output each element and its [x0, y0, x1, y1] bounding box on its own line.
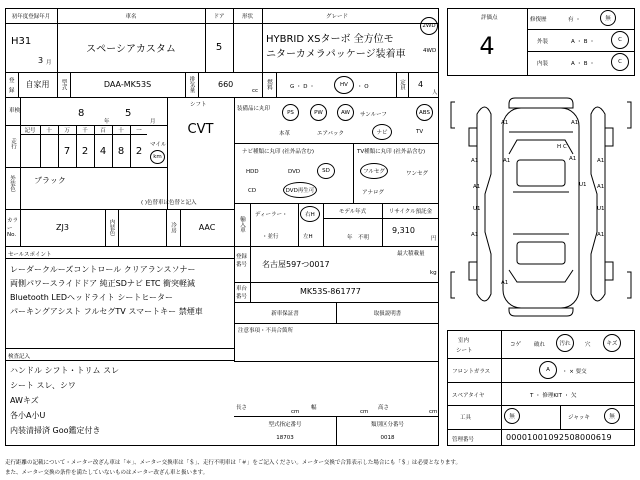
exterior-grade-label: 外装: [537, 39, 549, 45]
interior-c-circle: C: [611, 53, 629, 71]
equipment-label: 装備品に丸印: [237, 106, 271, 112]
equipment-item-2-circled: PW: [310, 104, 327, 121]
exterior-label: 外装色: [9, 175, 15, 192]
drive-4wd: 4WD: [423, 48, 437, 54]
divider: [234, 361, 439, 362]
tools-none-circle: 無: [504, 408, 520, 424]
tv-title: [357, 147, 425, 155]
sales-point-line: レーダークルーズコントロール クリアランスソナー: [10, 265, 196, 274]
fuel-hv-circle: HV: [334, 76, 354, 94]
recycle-label: リサイクル預託金: [388, 208, 433, 215]
equipment-item-5-circled: ABS: [416, 104, 433, 121]
mileage-digit: 4: [99, 145, 107, 157]
mileage-digit-header: 万: [64, 128, 70, 134]
damage-mark: A1: [473, 184, 481, 190]
footer-line-2: また、メーター交換の条件を満たしていないものはメーター改ざん車と扱います。: [5, 470, 209, 476]
model-year-label: モデル年式: [338, 208, 367, 215]
exterior-c-circle: C: [611, 31, 629, 49]
model-code: DAA-MK53S: [103, 80, 152, 89]
interior-grade-options: A ・ B ・: [571, 61, 595, 67]
divider: [40, 126, 41, 167]
notes-label: 注意事項・不具合箇所: [238, 328, 294, 334]
divider: [408, 72, 409, 97]
bracket-right-top: [627, 102, 631, 128]
navi-title-text: ナビ種類に丸印: [242, 149, 281, 155]
windshield-shape: [517, 160, 565, 186]
class-no-label: 類別区分番号: [370, 422, 404, 428]
bracket-left-bottom: [451, 272, 455, 298]
sales-point-line: Bluetooth LEDヘッドライト シートヒーター: [10, 293, 174, 302]
width-label: 幅: [311, 405, 317, 411]
mileage-label: 走行: [10, 138, 16, 149]
equipment-item2-2: エアバック: [317, 131, 345, 137]
tv-title-text: TV種類に丸印: [357, 149, 392, 155]
windshield-a-circle: A: [539, 361, 557, 379]
grade-label: グレード: [325, 13, 348, 20]
divider: [527, 8, 528, 76]
wheel-rl: [469, 262, 477, 280]
right-side-view: [591, 107, 605, 301]
tv-option-circled: フルセグ: [360, 163, 388, 179]
left-handle: 左H: [303, 234, 313, 240]
divider: [5, 167, 167, 168]
divider: [234, 323, 439, 324]
capacity-unit: 人: [432, 90, 438, 96]
shift-label: シフト: [190, 102, 207, 108]
registration-label: 登録番号: [236, 254, 248, 268]
score-value: 4: [479, 32, 495, 60]
rear-window-shape: [517, 242, 565, 264]
divider: [560, 405, 561, 429]
equipment-item-3-circled: AW: [337, 104, 354, 121]
navi-option: HDD: [246, 169, 259, 175]
inspection-label: 車検: [9, 108, 21, 114]
damage-mark: A1: [569, 156, 577, 162]
spare-label: スペアタイヤ: [452, 393, 485, 399]
width-unit: cm: [360, 409, 369, 415]
divider: [198, 72, 199, 97]
fuel-other: ・ O: [357, 84, 369, 90]
mileage-digit: 8: [117, 145, 125, 157]
windshield-rest: ・ × 要交: [562, 369, 587, 375]
navi-title-note: (社外品含む): [282, 149, 315, 155]
chassis-label: 車台番号: [236, 286, 248, 300]
divider: [447, 405, 635, 406]
inspector-note-line: シート スレ、シワ: [10, 381, 76, 390]
wheel-fr: [605, 128, 613, 146]
seat-option: 破れ: [534, 342, 546, 348]
equipment-item2-4: TV: [416, 129, 424, 135]
ac-label: 冷房: [170, 222, 176, 233]
import-parallel: ・並行: [262, 234, 279, 240]
divider: [5, 360, 234, 361]
divider: [5, 97, 439, 98]
damage-mark: U1: [579, 182, 587, 188]
front-bumper: [509, 98, 573, 108]
body-label: 形状: [241, 13, 253, 20]
wheel-fl: [469, 128, 477, 146]
interior-grade-label: 内装: [537, 61, 549, 67]
damage-mark: A1: [571, 120, 579, 126]
navi-option: CD: [248, 188, 257, 194]
mileage-digit-header: 一: [136, 128, 142, 134]
repair-none-circle: 無: [600, 10, 616, 26]
tv-title-note: (社外品含む): [393, 149, 426, 155]
displacement: 660: [218, 80, 234, 89]
damage-mark: A1: [471, 232, 479, 238]
length-label: 長さ: [236, 405, 248, 411]
sales-point-line: パーキングアシスト フルセグTV スマートキー 禁煙車: [10, 307, 203, 316]
capacity-label: 定員: [399, 79, 405, 90]
displacement-label: 排気量: [188, 76, 195, 93]
management-number: 00001001092508000619: [506, 433, 612, 442]
repair-label: 修復歴: [530, 17, 547, 23]
divider: [234, 246, 439, 247]
navi-option-circled: DVD再生可: [283, 182, 317, 198]
exterior-color: ブラック: [34, 176, 66, 185]
damage-mark: A1: [597, 232, 605, 238]
inspection-year: 8: [78, 108, 85, 119]
kind-label: 登: [9, 78, 15, 84]
mileage-digit-header: 千: [82, 128, 88, 134]
model-year-value: 年 不明: [347, 235, 370, 241]
footer-line-1: 走行距離の記載について・メーター改ざん車は「＊」、メーター交換車は「＄」、走行不明車は「＃」をご記入ください。メーター交換で合算表示した場合にも「＄」は必要となります。: [5, 460, 461, 466]
first-reg-month-unit: 月: [46, 60, 52, 66]
rear-bumper: [509, 308, 573, 316]
damage-mark: U1: [597, 206, 605, 212]
mileage-digit: 2: [81, 145, 89, 157]
car-name: スペーシアカスタム: [86, 44, 176, 55]
divider: [527, 29, 635, 30]
inspection-month-unit: 月: [150, 119, 156, 125]
divider: [447, 358, 635, 359]
mileage-digit-header: 百: [100, 128, 106, 134]
length-unit: cm: [291, 409, 300, 415]
navi-title: [242, 147, 314, 155]
right-handle-circle: 右H: [300, 206, 320, 222]
import-dealer: ディーラー・: [255, 212, 288, 218]
inspector-note-line: 各小A小U: [10, 411, 46, 420]
damage-mark: A1: [597, 158, 605, 164]
seat-option-circled: 汚れ: [556, 334, 574, 352]
first-reg-month: 3: [38, 56, 44, 65]
grade-line-2: ニターカメラパッケージ装着車: [266, 49, 406, 60]
damage-mark: A1: [501, 280, 509, 286]
damage-mark: U1: [473, 206, 481, 212]
drive-2wd-circle: 2WD: [420, 17, 438, 35]
sales-point-label: セールスポイント: [8, 252, 52, 258]
capacity: 4: [418, 80, 424, 89]
car-damage-diagram: [447, 84, 635, 330]
damage-mark: A1: [471, 158, 479, 164]
shift-type: CVT: [187, 121, 214, 137]
seat-option: コゲ: [510, 342, 522, 348]
tools-label: 工具: [460, 415, 472, 421]
recycle-unit: 円: [431, 236, 437, 242]
seat-option: 穴: [585, 342, 591, 348]
seat-label-2: シート: [456, 348, 473, 354]
divider: [5, 348, 234, 349]
wheel-rr: [605, 262, 613, 280]
divider: [5, 258, 234, 259]
divider: [323, 218, 439, 219]
door-count: 5: [215, 42, 223, 53]
tv-option: ワンセグ: [406, 171, 429, 177]
spare-options: T ・ 修理KIT ・ 欠: [530, 393, 577, 399]
usage-kind: 自家用: [25, 80, 50, 89]
navi-option: DVD: [288, 169, 301, 175]
equipment-item2-1: 本革: [279, 131, 291, 137]
divider: [20, 97, 21, 209]
height-label: 高さ: [378, 405, 390, 411]
km-unit-circle: km: [150, 150, 165, 164]
inspector-note-line: ハンドル シフト・トリム スレ: [10, 366, 120, 375]
seat-label-1: 室内: [458, 338, 470, 344]
type-no-label: 型式指定番号: [268, 422, 302, 428]
management-label: 管理番号: [452, 437, 475, 443]
top-view-panels: [509, 132, 573, 282]
color-code-label: カラー No.: [7, 218, 19, 238]
damage-mark: C: [563, 144, 567, 150]
divider: [447, 429, 635, 430]
car-name-label: 車名: [125, 13, 137, 20]
divider: [447, 382, 635, 383]
ac-value: AAC: [198, 223, 216, 232]
inspector-notes-label: 検査記入: [8, 354, 31, 360]
inspector-note-line: AWキズ: [10, 396, 39, 405]
recycle-value: 9,310: [392, 226, 415, 235]
divider: [5, 246, 234, 247]
inspection-month: 5: [125, 108, 132, 119]
kind-label-2: 録: [9, 88, 15, 94]
exterior-note: ( )色替車は色替と記入: [141, 200, 197, 206]
divider: [527, 51, 635, 52]
divider: [234, 282, 439, 283]
first-reg-label: 初年度登録年月: [11, 13, 51, 20]
interior-color: [118, 209, 166, 246]
max-load-label: 最大積載量: [397, 251, 425, 257]
displacement-unit: cc: [252, 88, 259, 94]
divider: [276, 72, 277, 97]
equipment-item-4: サンルーフ: [360, 112, 387, 118]
jack-none-circle: 無: [604, 408, 620, 424]
windshield-label: フロントガラス: [452, 369, 491, 375]
bracket-left-top: [451, 102, 455, 128]
bracket-right-bottom: [627, 272, 631, 298]
damage-mark: A1: [597, 184, 605, 190]
model-label: 型式: [60, 79, 67, 90]
mileage-digit: 7: [63, 145, 71, 157]
door-label: ドア: [213, 13, 225, 20]
tv-option: アナログ: [362, 190, 385, 196]
fuel-options: G ・ D ・: [290, 84, 315, 90]
damage-mark: H: [557, 144, 562, 150]
import-label: 輸入車: [239, 216, 245, 233]
navi-option-circled: SD: [317, 163, 335, 179]
exterior-grade-options: A ・ B ・: [571, 39, 595, 45]
inspection-year-unit: 年: [104, 119, 110, 125]
new-car-warranty: 新車保証書: [271, 310, 299, 317]
color-code: ZJ3: [56, 223, 69, 232]
sales-point-line: 両側パワースライドドア 純正SDナビ ETC 衝突軽減: [10, 279, 196, 288]
class-no: 0018: [380, 435, 395, 441]
max-load-unit: kg: [430, 270, 437, 276]
score-label: 評価点: [481, 15, 498, 21]
divider: [298, 203, 299, 246]
grade-line-1: HYBRID XSターボ 全方位モ: [266, 34, 394, 45]
damage-mark: A1: [501, 120, 509, 126]
damage-mark: A1: [503, 158, 511, 164]
repair-options: 有 ・: [568, 17, 581, 23]
interior-color-label: 内装色: [108, 219, 115, 236]
fuel-label: 燃料: [266, 79, 272, 90]
divider: [234, 143, 439, 144]
jack-label: ジャッキ: [568, 415, 590, 421]
equipment-item-1-circled: PS: [282, 104, 299, 121]
mileage-digit: 2: [135, 145, 143, 157]
mileage-digit-header: 十: [118, 128, 124, 134]
chassis-number: MK53S-861777: [300, 287, 361, 296]
mile-label: マイル: [150, 142, 167, 148]
mileage-digit-header: 十: [46, 128, 52, 134]
height-unit: cm: [429, 409, 438, 415]
mileage-digit-header: 記号: [24, 128, 36, 134]
seat-option-circled: キズ: [603, 334, 621, 352]
owners-manual: 取扱説明書: [373, 310, 402, 317]
divider: [250, 203, 251, 246]
divider: [250, 246, 251, 302]
inspector-note-line: 内装清掃済 Goo鑑定付き: [10, 426, 101, 435]
first-reg-year: H31: [11, 36, 32, 47]
divider: [353, 143, 354, 203]
equipment-item2-3-circled: ナビ: [372, 124, 392, 140]
left-side-view: [477, 107, 491, 301]
type-no: 18703: [276, 435, 294, 441]
registration-number: 名古屋597つ0017: [262, 260, 330, 269]
